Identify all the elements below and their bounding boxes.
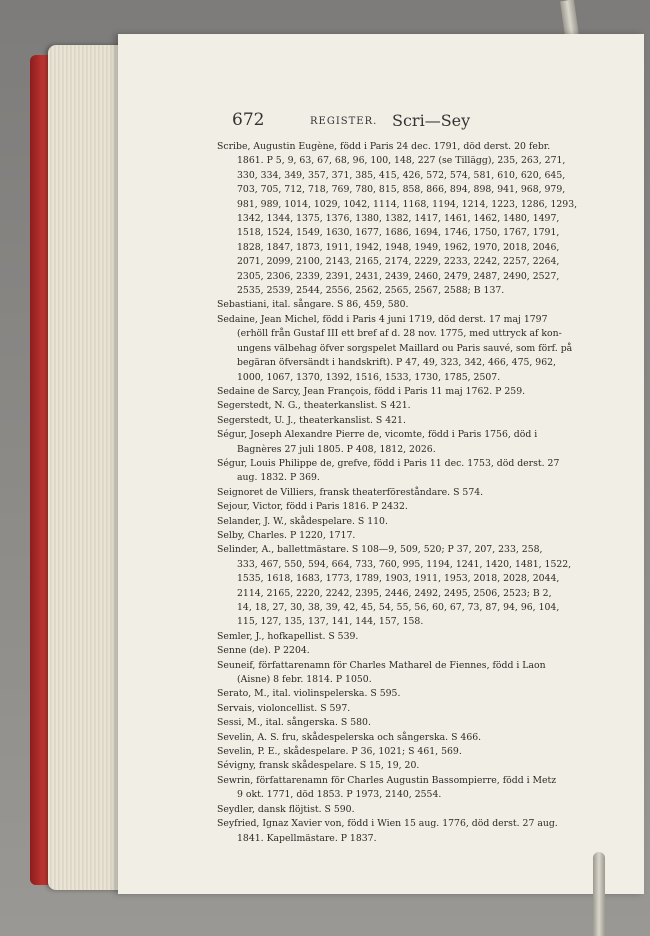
register-entry [217, 500, 617, 514]
entry-line: Scribe, Augustin Eugène, född i Paris 24 dec. 1791, död derst. 20 febr. [217, 141, 551, 152]
entry-line: Sedaine, Jean Michel, född i Paris 4 juni 1719, död derst. 17 maj 1797 [217, 313, 548, 325]
entry-line: 14, 18, 27, 30, 38, 39, 42, 45, 54, 55, 56, 60, 67, 73, 87, 94, 96, 104, [237, 602, 560, 613]
register-entry [217, 515, 617, 529]
entry-line: (erhöll från Gustaf III ett bref af d. 28 nov. 1775, med uttryck af kon- [237, 328, 562, 340]
entry-line: Sebastiani, ital. sångare. S 86, 459, 580. [217, 299, 409, 311]
entry-line: 1535, 1618, 1683, 1773, 1789, 1903, 1911, 1953, 2018, 2028, 2044, [237, 573, 560, 585]
entry-line: 2535, 2539, 2544, 2556, 2562, 2565, 2567, 2588; B 137. [237, 285, 505, 297]
entry-line: 2071, 2099, 2100, 2143, 2165, 2174, 2229, 2233, 2242, 2257, 2264, [237, 256, 560, 268]
register-entry [217, 774, 617, 803]
entry-line: Bagnères 27 juli 1805. P 408, 1812, 2026. [237, 443, 436, 455]
register-entry [217, 313, 617, 385]
bookmark-ribbon-bottom [593, 852, 605, 936]
register-entry [217, 803, 617, 817]
register-entry [217, 659, 617, 688]
entry-line: Sejour, Victor, född i Paris 1816. P 2432. [217, 501, 408, 513]
entry-line: 1828, 1847, 1873, 1911, 1942, 1948, 1949, 1962, 1970, 2018, 2046, [237, 241, 560, 253]
entry-line: 115, 127, 135, 137, 141, 144, 157, 158. [237, 616, 424, 628]
entry-line: Segerstedt, U. J., theaterkanslist. S 421. [217, 414, 406, 426]
entry-range: Scri—Sey [392, 111, 471, 130]
entry-line: aug. 1832. P 369. [237, 472, 320, 484]
register-entry [217, 414, 617, 428]
entry-line: Seydler, dansk flöjtist. S 590. [217, 803, 355, 815]
entry-line: 2305, 2306, 2339, 2391, 2431, 2439, 2460, 2479, 2487, 2490, 2527, [237, 270, 560, 282]
page-header [232, 110, 552, 140]
entry-line: Seignoret de Villiers, fransk theaterföreståndare. S 574. [217, 486, 484, 498]
register-entry [217, 759, 617, 773]
register-entry [217, 687, 617, 701]
entry-line: Sevelin, P. E., skådespelare. P 36, 1021; S 461, 569. [217, 746, 462, 758]
register-entry [217, 399, 617, 413]
entry-line: begäran öfversändt i handskrift). P 47, 49, 323, 342, 466, 475, 962, [237, 357, 557, 369]
register-entry [217, 543, 617, 629]
register-entry [217, 140, 617, 298]
entry-line: Selby, Charles. P 1220, 1717. [217, 529, 356, 541]
register-entry [217, 529, 617, 543]
entry-line: Sevelin, A. S. fru, skådespelerska och sångerska. S 466. [217, 731, 482, 743]
entry-line: Semler, J., hofkapellist. S 539. [217, 630, 359, 642]
entry-line: 333, 467, 550, 594, 664, 733, 760, 995, 1194, 1241, 1420, 1481, 1522, [237, 558, 572, 570]
entry-line: Servais, violoncellist. S 597. [217, 702, 351, 714]
entry-line: 330, 334, 349, 357, 371, 385, 415, 426, 572, 574, 581, 610, 620, 645, [237, 169, 566, 181]
entry-line: Ségur, Louis Philippe de, grefve, född i Paris 11 dec. 1753, död derst. 27 [217, 457, 560, 469]
page-number: 672 [232, 110, 265, 130]
register-entry [217, 428, 617, 457]
register-entry [217, 486, 617, 500]
entry-line: Seyfried, Ignaz Xavier von, född i Wien 15 aug. 1776, död derst. 27 aug. [217, 818, 558, 830]
entry-line: Segerstedt, N. G., theaterkanslist. S 421. [217, 400, 411, 412]
entry-line: 9 okt. 1771, död 1853. P 1973, 2140, 2554. [237, 789, 442, 801]
entry-line: 1000, 1067, 1370, 1392, 1516, 1533, 1730, 1785, 2507. [237, 371, 501, 383]
register-entry [217, 731, 617, 745]
entry-line: Selinder, A., ballettmästare. S 108—9, 509, 520; P 37, 207, 233, 258, [217, 544, 543, 556]
section-label: REGISTER. [310, 116, 378, 127]
entry-line: 2114, 2165, 2220, 2242, 2395, 2446, 2492, 2495, 2506, 2523; B 2, [237, 587, 552, 599]
entry-line: Sewrin, författarenamn för Charles Augustin Bassompierre, född i Metz [217, 774, 557, 786]
register-entry [217, 457, 617, 486]
entry-line: 981, 989, 1014, 1029, 1042, 1114, 1168, 1194, 1214, 1223, 1286, 1293, [237, 198, 578, 210]
entry-line: 1861. P 5, 9, 63, 67, 68, 96, 100, 148, 227 (se Tillägg), 235, 263, 271, [237, 155, 566, 167]
register-entry [217, 644, 617, 658]
entry-line: 703, 705, 712, 718, 769, 780, 815, 858, 866, 894, 898, 941, 968, 979, [237, 184, 566, 196]
entry-line: Sessi, M., ital. sångerska. S 580. [217, 717, 371, 729]
entry-line: Ségur, Joseph Alexandre Pierre de, vicomte, född i Paris 1756, död i [217, 429, 538, 441]
register-entries [217, 140, 617, 846]
register-entry [217, 385, 617, 399]
register-entry [217, 817, 617, 846]
entry-line: 1841. Kapellmästare. P 1837. [237, 832, 377, 844]
entry-line: Senne (de). P 2204. [217, 645, 310, 657]
register-entry [217, 745, 617, 759]
entry-line: (Aisne) 8 febr. 1814. P 1050. [237, 674, 372, 686]
register-entry [217, 702, 617, 716]
register-entry [217, 630, 617, 644]
entry-line: Sedaine de Sarcy, Jean François, född i Paris 11 maj 1762. P 259. [217, 385, 526, 397]
entry-line: 1518, 1524, 1549, 1630, 1677, 1686, 1694, 1746, 1750, 1767, 1791, [237, 227, 560, 239]
entry-line: Sévigny, fransk skådespelare. S 15, 19, 20. [217, 760, 420, 772]
entry-line: 1342, 1344, 1375, 1376, 1380, 1382, 1417, 1461, 1462, 1480, 1497, [237, 213, 560, 225]
entry-line: Selander, J. W., skådespelare. S 110. [217, 515, 388, 527]
register-entry [217, 298, 617, 312]
entry-line: Serato, M., ital. violinspelerska. S 595. [217, 688, 401, 700]
register-entry [217, 716, 617, 730]
entry-line: ungens välbehag öfver sorgspelet Maillard ou Paris sauvé, som förf. på [237, 342, 573, 354]
entry-line: Seuneif, författarenamn för Charles Matharel de Fiennes, född i Laon [217, 659, 546, 671]
